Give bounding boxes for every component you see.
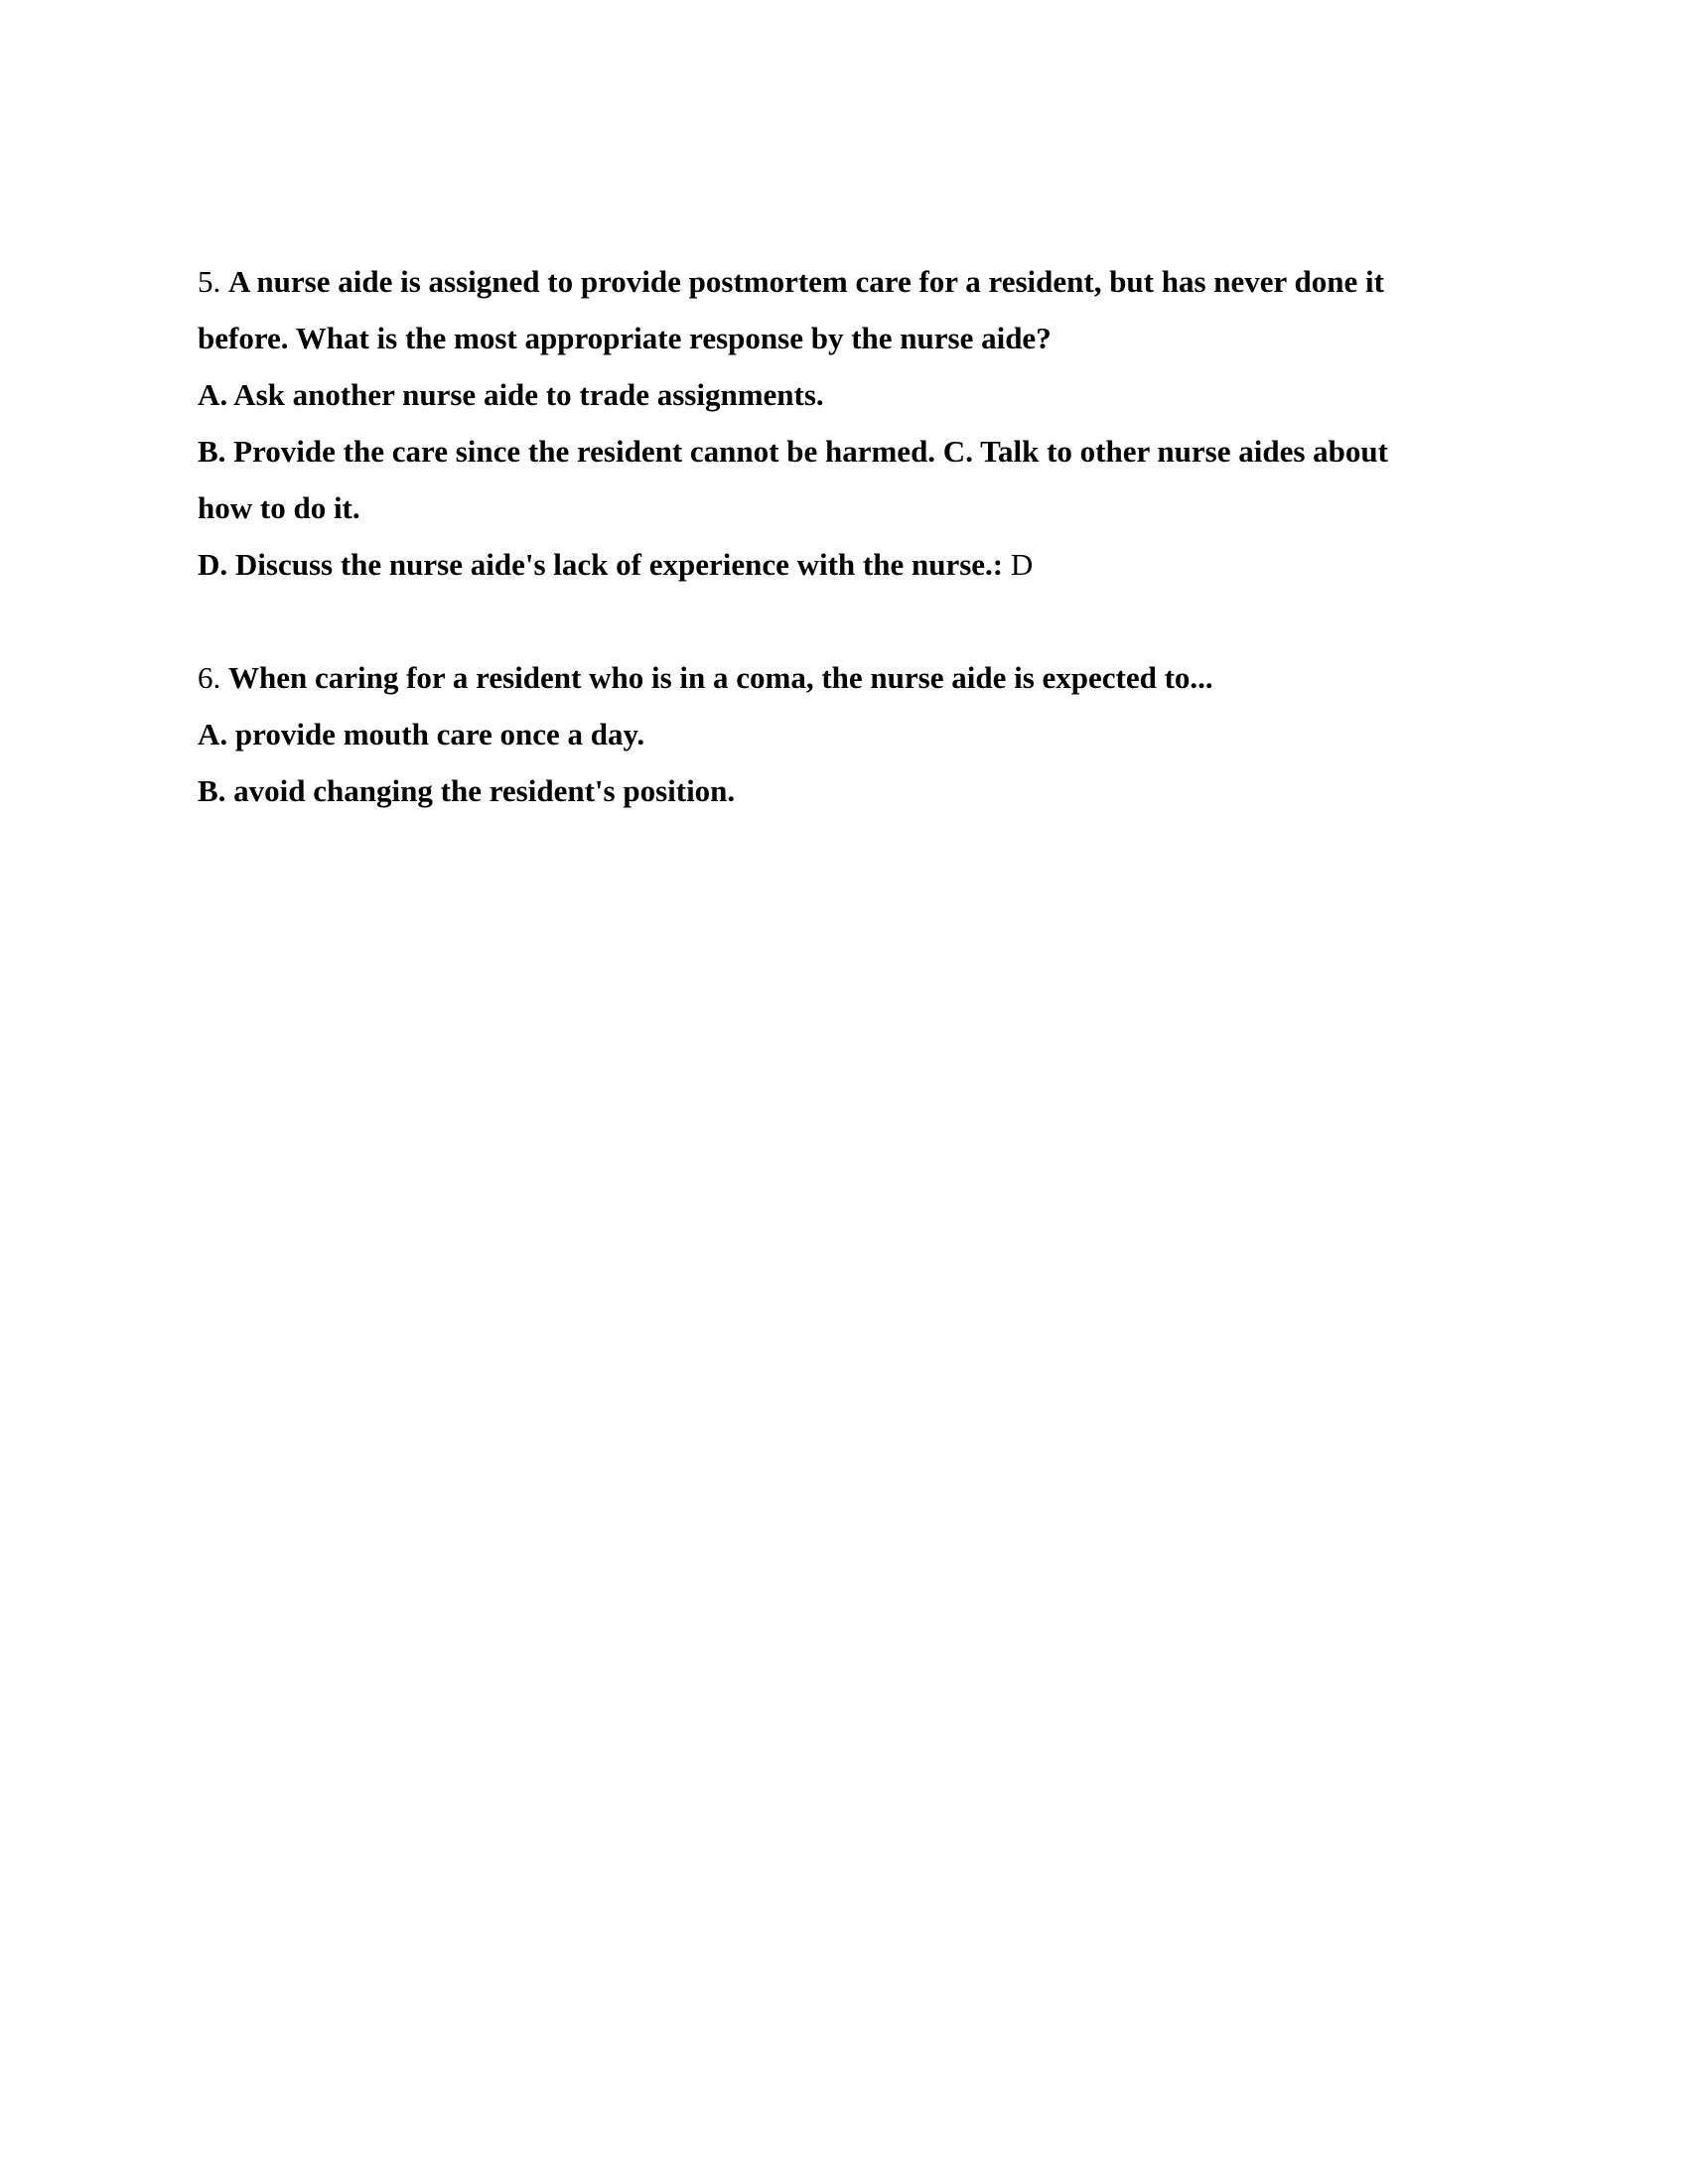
spacer [198,593,1488,649]
question-stem: A nurse aide is assigned to provide postmortem care for a resident, but has never done it [228,264,1384,299]
option-a: A. provide mouth care once a day. [198,717,645,751]
question-stem-line [198,649,1488,706]
question-stem-line: before. What is the most appropriate response by the nurse aide? [198,321,1052,355]
option-a: A. Ask another nurse aide to trade assignments. [198,377,824,412]
question-stem-line [198,253,1488,310]
option-b-c: B. Provide the care since the resident cannot be harmed. C. Talk to other nurse aides about [198,434,1388,469]
question-number: 6. [198,660,221,695]
question-5 [198,253,1488,593]
answer: D [1010,547,1034,582]
option-d-text: D. Discuss the nurse aide's lack of experience with the nurse.: [198,547,1004,582]
option-b: B. avoid changing the resident's position. [198,773,736,808]
option-c-continued: how to do it. [198,490,360,525]
question-6 [198,649,1488,819]
question-number: 5. [198,264,221,299]
question-stem: When caring for a resident who is in a coma, the nurse aide is expected to... [228,660,1213,695]
option-d [198,536,1488,593]
document-page [198,253,1488,819]
